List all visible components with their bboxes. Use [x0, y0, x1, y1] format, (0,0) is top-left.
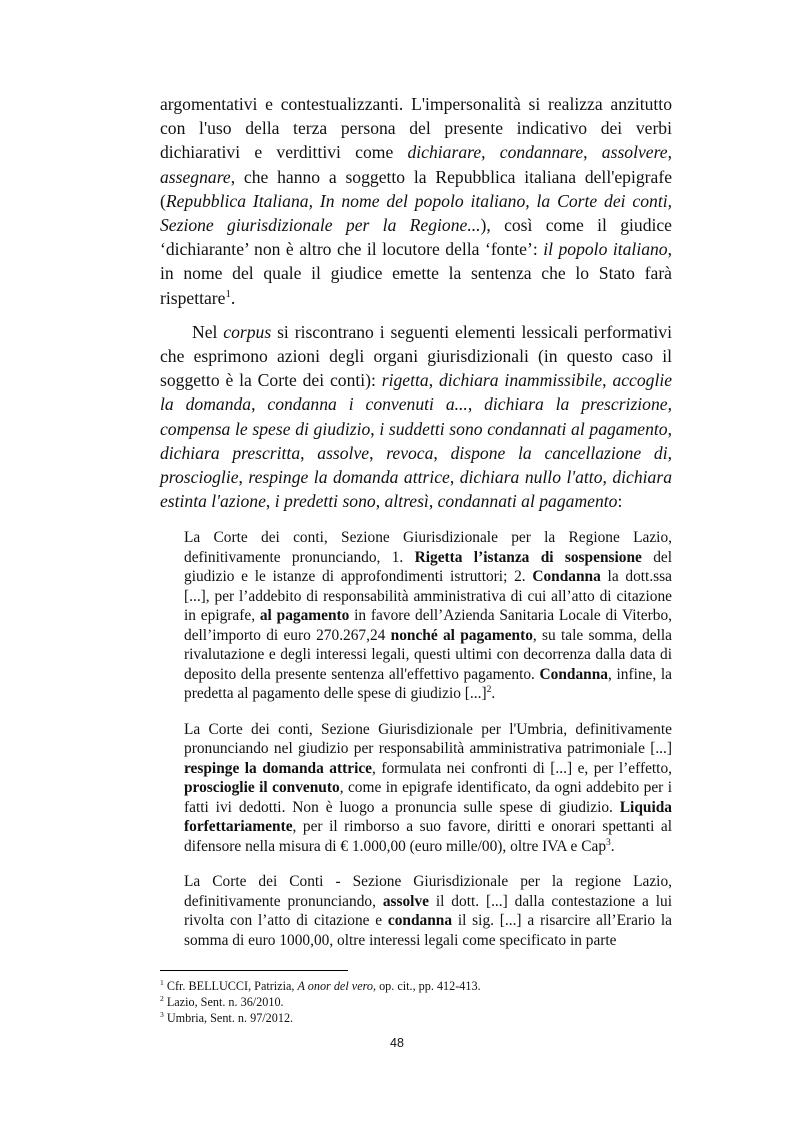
footnote-ref-1: 1	[225, 287, 231, 300]
page-body	[160, 92, 672, 950]
footnote-ref-3: 3	[606, 836, 611, 848]
footnote-ref-2: 2	[486, 684, 492, 696]
quote-lazio-condanna: La Corte dei conti, Sezione Giurisdizionale per la Regione Lazio, definitivamente pronunciando, 1. Rigetta l’istanza di sospensione del giudizio e le istanze di approfondimenti istruttori; 2. Condanna la dott.ssa [...], per l’addebito di responsabilità amministrativa di cui all’atto di citazione in epigrafe, al pagamento in favore dell’Azienda Sanitaria Locale di Viterbo, dell’importo di euro 270.267,24 nonché al pagamento, su tale somma, della rivalutazione e degli interessi legali, questi ultimi con decorrenza dalla data di deposito della presente sentenza all'effettivo pagamento. Condanna, infine, la predetta al pagamento delle spese di giudizio [...]$^2$.	[184, 529, 672, 703]
footnote-separator	[160, 970, 348, 971]
paragraph-impersonalita: argomentativi e contestualizzanti. L'impersonalità si realizza anzitutto con l'uso della terza persona del presente indicativo dei verbi dichiarativi e verdittivi come dichiarare, condannare, assolvere, assegnare, che hanno a soggetto la Repubblica italiana dell'epigrafe (Repubblica Italiana, In nome del popolo italiano, la Corte dei conti, Sezione giurisdizionale per la Regione...), così come il giudice ‘dichiarante’ non è altro che il locutore della ‘fonte’: il popolo italiano, in nome del quale il giudice emette la sentenza che lo Stato farà rispettare$^1$.	[160, 94, 672, 308]
quote-umbria: La Corte dei conti, Sezione Giurisdizionale per l'Umbria, definitivamente pronunciando nel giudizio per responsabilità amministrativa patrimoniale [...] respinge la domanda attrice, formulata nei confronti di [...] e, per l’effetto, proscioglie il convenuto, come in epigrafe identificato, da ogni addebito per i fatti ivi dedotti. Non è luogo a pronuncia sulle spese di giudizio. Liquida forfettariamente, per il rimborso a suo favore, diritti e onorari spettanti al difensore nella misura di € 1.000,00 (euro mille/00), oltre IVA e Cap$^3$.	[184, 720, 673, 855]
footnotes	[160, 978, 672, 1026]
paragraph-corpus: Nel corpus si riscontrano i seguenti elementi lessicali performativi che esprimono azioni degli organi giurisdizionali (in questo caso il soggetto è la Corte dei conti): rigetta, dichiara inammissibile, accoglie la domanda, condanna i convenuti a..., dichiara la prescrizione, compensa le spese di giudizio, i suddetti sono condannati al pagamento, dichiara prescritta, assolve, revoca, dispone la cancellazione di, proscioglie, respinge la domanda attrice, dichiara nullo l'atto, dichiara estinta l'azione, i predetti sono, altresì, condannati al pagamento:	[160, 321, 673, 512]
quote-lazio-assolve: La Corte dei Conti - Sezione Giurisdizionale per la regione Lazio, definitivamente pronunciando, assolve il dott. [...] dalla contestazione a lui rivolta con l’atto di citazione e condanna il sig. [...] a risarcire all’Erario la somma di euro 1000,00, oltre interessi legali come specificato in parte	[184, 873, 672, 949]
footnote-1: $^1$ Cfr. BELLUCCI, Patrizia, A onor del vero, op. cit., pp. 412-413.	[160, 977, 481, 993]
footnote-2: $^2$ Lazio, Sent. n. 36/2010.	[160, 993, 284, 1009]
footnote-3: $^3$ Umbria, Sent. n. 97/2012.	[160, 1009, 294, 1025]
page-number: 48	[390, 1036, 404, 1050]
